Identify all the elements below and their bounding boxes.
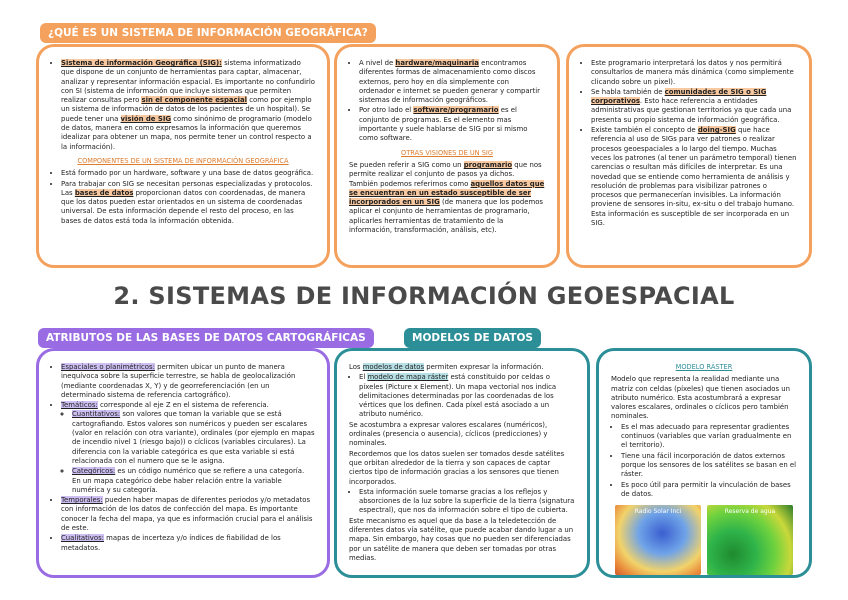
gis-hardware-card <box>334 44 560 268</box>
text: El <box>359 373 368 382</box>
paragraph: Este mecanismo es aquel que da base a la teledetección de diferentes datos vía satélite, que puede acabar dando lugar a un mapa. Sin embargo, hay cosas que no pueden ser diferenciadas por un satélite de manera que deben ser tomadas por otras medias. <box>349 516 574 562</box>
text: Los <box>349 363 363 371</box>
paragraph: Modelo que representa la realidad mediante una matriz con celdas (píxeles) que tienen asociados un atributo numérico. Esta acostumbrará a expresar valores escalares, ordinales o cíclicos pero también nominales. <box>611 375 791 421</box>
text: mapas de incerteza y/o índices de fiabilidad de los metadatos. <box>61 534 281 552</box>
list-item <box>591 88 797 125</box>
highlight: comunidades de SIG o SIG corporativos <box>591 87 767 106</box>
data-models-card <box>334 348 590 578</box>
text: A nivel de <box>359 59 396 67</box>
list-item <box>591 126 797 228</box>
highlight: aquellos datos que se encuentran en un estado susceptible de ser incorporados en un SIG <box>349 179 545 207</box>
highlight: bases de datos <box>74 188 134 197</box>
sub-list-item <box>72 410 315 466</box>
text: que nos permite realizar el conjunto de pasos ya dichos. También podemos referirnos como <box>349 160 542 188</box>
list-item <box>61 401 315 495</box>
attributes-card <box>36 348 330 578</box>
text: que hace referencia al uso de SIGs para ver patrones o realizar procesos geoespaciales a lo largo del tiempo. Muchas veces los patrones (al tener un parámetro temporal) tienen carencias o resultan más difíciles de interpretar. Es una novedad que se entiende como herramienta de análisis y resolución de problemas para visibilizar patrones o procesos que permanecerían invisibles. La información proviene de sensores in-situ, ex-situ o del trabajo humano. Esta información es susceptible de ser incorporada en un SIG. <box>591 126 797 228</box>
highlight: Categóricos: <box>72 467 116 476</box>
text: Se pueden referir a SIG como un <box>349 160 464 169</box>
gis-definition-card <box>36 44 330 268</box>
other-visions-subtitle: OTRAS VISIONES DE UN SIG <box>401 148 493 157</box>
text: permiten expresar la información. <box>424 363 544 371</box>
text: es un código numérico que se refiere a una categoría. En un mapa categórico debe haber relación entre la variable numérica y su categoría. <box>72 467 305 494</box>
image-label: Reserva de agua <box>724 508 776 516</box>
highlight: software/programario <box>413 106 499 115</box>
paragraph: Se acostumbra a expresar valores escalares (numéricos), ordinales (presencia o ausencia), cíclicos (predicciones) y nominales. <box>349 420 548 448</box>
list-item <box>61 180 315 226</box>
text: Para trabajar con SIG se necesitan personas especializadas y protocolos. Las <box>61 179 313 197</box>
list-item: • Es el mas adecuado para representar gradientes continuos (variables que varían gradualmente en el territorio). <box>621 423 797 451</box>
list-item: • Tiene una fácil incorporación de datos externos porque los sensores de los satélites se basan en el ráster. <box>621 452 797 480</box>
list-item: • Está formado por un hardware, software y una base de datos geográfica. <box>61 169 315 178</box>
list-item <box>359 373 575 419</box>
paragraph <box>349 161 545 235</box>
text: encontramos diferentes formas de almacenamiento como discos externos, pero hoy en día simplemente con ordenador e internet se pueden generar y compartir sistemas de información geográficos. <box>359 59 540 105</box>
text: son valores que toman la variable que se está cartografiando. Estos valores son numéricos y pueden ser escalares (valor en relación con otra variante), ordinales (por ejemplo en mapas de incendio nivel 1 (riesgo bajo)) o cíclicos (variables circulares). La diferencia con la variable categórica es que esta variable si está relacionada con el numero que se le asigna. <box>72 410 315 465</box>
gis-definition-item <box>61 59 315 152</box>
highlight: sin el componente espacial <box>141 96 248 105</box>
highlight: Espaciales o planimétricos: <box>61 363 155 371</box>
text: es el conjunto de programas. Es el elemento mas importante y suele hablarse de SIG por si mismo como software. <box>359 106 528 143</box>
list-item <box>61 496 315 533</box>
text: corresponde al eje Z en el sistema de referencia. <box>97 401 269 410</box>
paragraph: Recordemos que los datos suelen ser tomados desde satélites que orbitan alrededor de la tierra y son capaces de captar ciertos tipo de información gracias a los sensores que tienen incorporados. <box>349 449 565 486</box>
highlight: modelo de mapa ráster <box>367 373 449 382</box>
highlight: Temáticos: <box>61 401 98 410</box>
text: . Esto hace referencia a entidades administrativas que gestionan territorios ya que cada una presenta su propio sistema de información geográfica. <box>591 97 792 124</box>
text: permiten ubicar un punto de manera inequívoca sobre la superficie terrestre, se habla de geolocalización (mediante coordenadas X, Y) y de georreferenciación (en un determinado sistema de referencia cartográfico). <box>61 363 296 399</box>
text: sistema informatizado que dispone de un conjunto de herramientas para captar, almacenar, analizar y representar información espacial. Es importante no confundirlo con SI (sistema de información que incluye sistemas que permiten realizar consultas pero <box>61 59 315 105</box>
text: Por otro lado el <box>359 106 414 115</box>
image-label: Radio Solar Inci <box>634 508 682 516</box>
section-tag-attributes: ATRIBUTOS DE LAS BASES DE DATOS CARTOGRÁFICAS <box>38 328 374 348</box>
page-title: 2. SISTEMAS DE INFORMACIÓN GEOESPACIAL <box>113 282 735 310</box>
list-item <box>61 534 315 553</box>
text: (de manera que los podemos aplicar el conjunto de herramientas de programario, aplicarles herramientas de tratamiento de la información, transformación, análisis, etc). <box>349 198 544 235</box>
text: pueden haber mapas de diferentes periodos y/o metadatos con información de los datos de confección del mapa. Es importante conocer la fecha del mapa, ya que es información crucial para el análisis de este. <box>61 496 313 533</box>
highlight: Cuantitativos: <box>72 410 121 419</box>
water-reserve-raster-image <box>707 505 793 575</box>
highlight: hardware/maquinaria <box>395 59 479 67</box>
highlight: modelos de datos <box>362 363 425 371</box>
section-tag-data-models: MODELOS DE DATOS <box>404 328 541 348</box>
section-tag-what-is-gis: ¿QUÉ ES UN SISTEMA DE INFORMACIÓN GEOGRÁFICA? <box>40 23 376 43</box>
components-subtitle: COMPONENTES DE UN SISTEMA DE INFORMACIÓN GEOGRÁFICA <box>77 156 289 165</box>
highlight: visión de SIG <box>120 114 172 123</box>
text: Existe también el concepto de <box>591 126 698 135</box>
sub-list-item <box>72 467 315 495</box>
highlight: Temporales: <box>61 496 103 505</box>
text: Se habla también de <box>591 87 665 96</box>
paragraph <box>349 363 575 372</box>
text: proporcionan datos con coordenadas, de manera que los datos pueden estar orientados en un sistema de coordenadas universal. De esta información depende el resto del proceso, en las bases de datos está toda la información obtenida. <box>61 188 306 225</box>
list-item <box>359 106 545 143</box>
text: está constituido por celdas o píxeles (Picture x Element). Un mapa vectorial nos indica delimitaciones determinadas por las coordenadas de los vértices que los definen. Cada píxel está asociado a un atributo numérico. <box>359 373 557 419</box>
highlight: doing-SIG <box>697 126 736 135</box>
raster-model-card <box>596 348 812 578</box>
text: como por ejemplo un sistema de información de datos de los pacientes de un hospital). Se puede tener una <box>61 96 312 123</box>
list-item: • Esta información suele tomarse gracias a los reflejos y absorciones de la luz sobre la superficie de la tierra (signatura espectral), que nos da información sobre el tipo de cubierta. <box>359 488 575 516</box>
solar-radiation-raster-image <box>615 505 701 575</box>
gis-concepts-card <box>566 44 812 268</box>
raster-subtitle: MODELO RÁSTER <box>675 363 733 371</box>
text: como sinónimo de programario (modelo de datos, manera en como expresamos la información que queremos idealizar para obtener un mapa, nos permite tener un control respecto a la información). <box>61 114 312 151</box>
list-item: • Este programario interpretará los datos y nos permitirá consultarlos de manera más dinámica (como simplemente clicando sobre un pixel). <box>591 59 797 87</box>
gis-term: Sistema de información Geográfica (SIG): <box>61 59 222 67</box>
list-item <box>61 363 315 400</box>
raster-examples <box>611 505 797 575</box>
list-item <box>359 59 545 105</box>
list-item: • Es poco útil para permitir la vinculación de bases de datos. <box>621 481 797 500</box>
highlight: programario <box>463 160 513 169</box>
highlight: Cualitativos: <box>61 534 104 543</box>
